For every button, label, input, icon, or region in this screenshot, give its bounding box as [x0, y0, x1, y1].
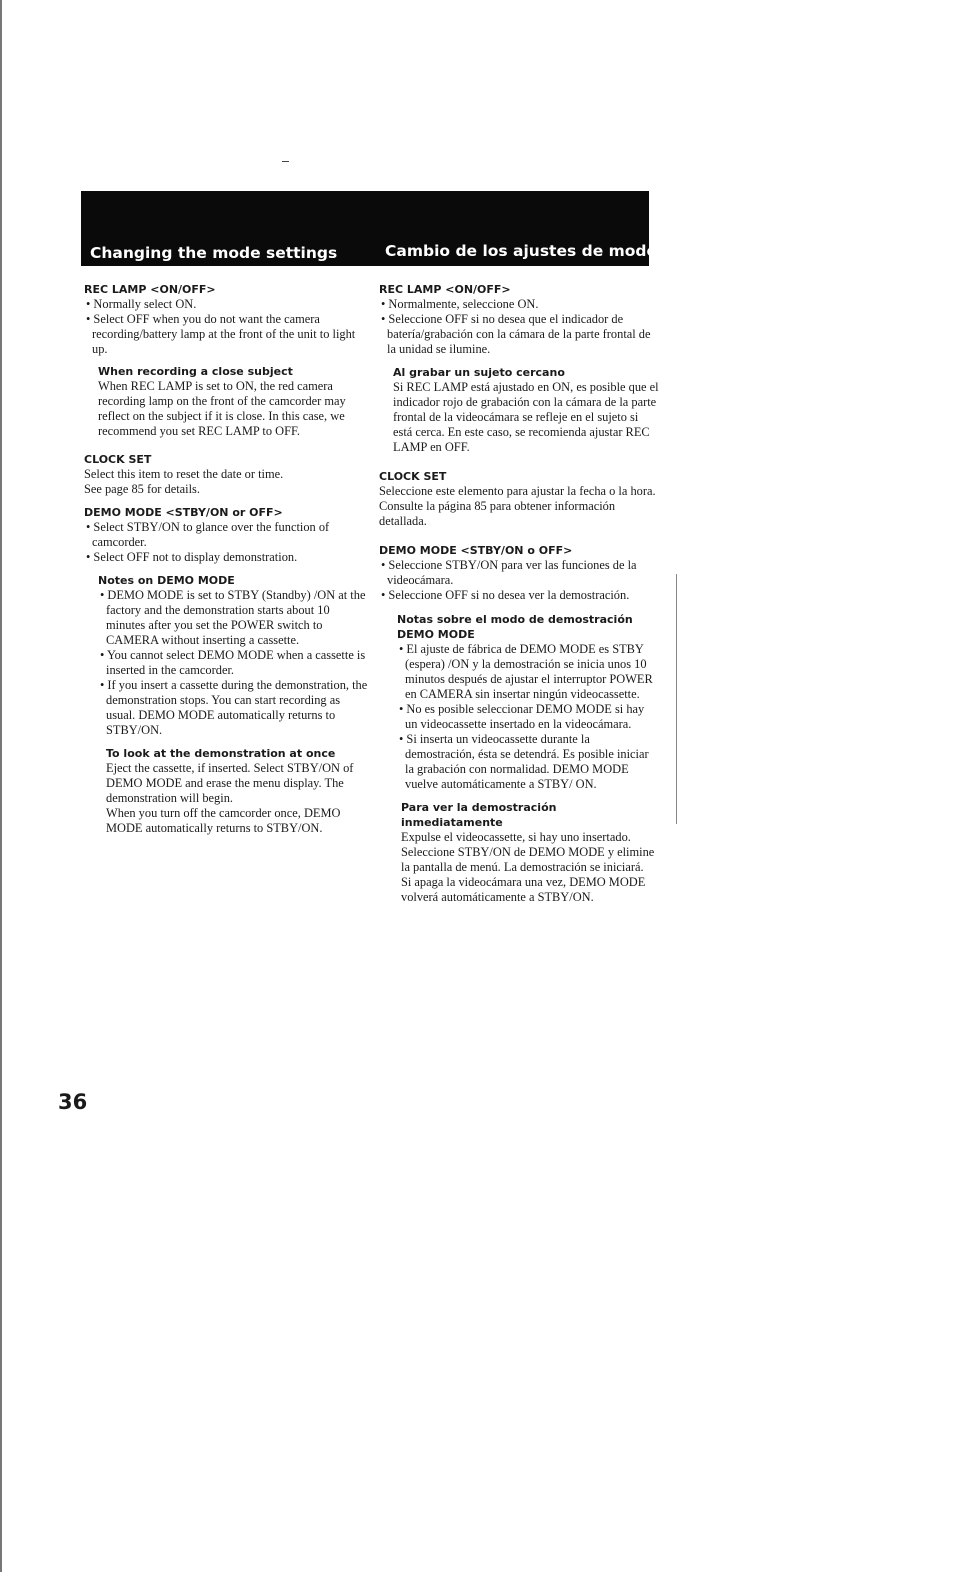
list-item: • Si inserta un videocassette durante la demostración, ésta se detendrá. Es posible iniciar la grabación con normalidad. DEMO MODE vuelve automáticamente a STBY/ ON. [399, 732, 649, 791]
demo-mode-heading: DEMO MODE <STBY/ON or OFF> [84, 506, 283, 519]
list-item: • No es posible seleccionar DEMO MODE si hay un videocassette insertado en la videocámara. [399, 702, 645, 731]
list-item: • Normalmente, seleccione ON. [381, 297, 539, 311]
english-column [84, 282, 369, 836]
notes-block [84, 573, 369, 738]
margin-rule [676, 574, 677, 824]
clock-set-heading: CLOCK SET [84, 453, 152, 466]
rec-lamp-heading: REC LAMP <ON/OFF> [84, 283, 216, 296]
page-edge-shadow [0, 0, 2, 1572]
clock-set-line: See page 85 for details. [84, 482, 200, 496]
demo-mode-heading: DEMO MODE <STBY/ON o OFF> [379, 544, 573, 557]
close-subject-block [379, 365, 659, 455]
notes-block [379, 612, 659, 792]
look-demo-block [84, 746, 369, 836]
list-item: • Seleccione OFF si no desea que el indicador de batería/grabación con la cámara de la parte frontal de la unidad se ilumine. [381, 312, 651, 356]
look-demo-line: Si apaga la videocámara una vez, DEMO MODE volverá automáticamente a STBY/ON. [401, 875, 646, 904]
look-demo-line: Eject the cassette, if inserted. Select STBY/ON of DEMO MODE and erase the menu display. The demonstration will begin. [106, 761, 354, 805]
look-demo-heading: To look at the demonstration at once [106, 747, 336, 760]
close-subject-block [84, 364, 369, 439]
close-subject-heading: Al grabar un sujeto cercano [393, 366, 565, 379]
close-subject-heading: When recording a close subject [98, 365, 293, 378]
notes-heading: Notas sobre el modo de demostración DEMO MODE [397, 613, 633, 641]
list-item: • Select OFF when you do not want the camera recording/battery lamp at the front of the unit to light up. [86, 312, 356, 356]
list-item: • Select STBY/ON to glance over the function of camcorder. [86, 520, 330, 549]
clock-set-heading: CLOCK SET [379, 470, 447, 483]
look-demo-block [379, 800, 659, 905]
look-demo-line: When you turn off the camcorder once, DEMO MODE automatically returns to STBY/ON. [106, 806, 341, 835]
list-item: • If you insert a cassette during the demonstration, the demonstration stops. You can start recording as usual. DEMO MODE automatically returns to STBY/ON. [100, 678, 368, 737]
list-item: • Normally select ON. [86, 297, 197, 311]
look-demo-line: Expulse el videocassette, si hay uno insertado. Seleccione STBY/ON de DEMO MODE y elimine la pantalla de menú. La demostración se iniciará. [401, 830, 655, 874]
clock-set-line: Consulte la página 85 para obtener información detallada. [379, 499, 616, 528]
list-item: • El ajuste de fábrica de DEMO MODE es STBY (espera) /ON y la demostración se inicia unos 10 minutos después de ajustar el interruptor POWER en CAMERA sin insertar ningún videocassette. [399, 642, 653, 701]
clock-set-line: Select this item to reset the date or time. [84, 467, 284, 481]
clock-set-line: Seleccione este elemento para ajustar la fecha o la hora. [379, 484, 656, 498]
rec-lamp-heading: REC LAMP <ON/OFF> [379, 283, 511, 296]
spanish-column [379, 282, 659, 905]
list-item: • Seleccione OFF si no desea ver la demostración. [381, 588, 630, 602]
section-title-en: Changing the mode settings [90, 244, 338, 262]
section-header-band [81, 191, 658, 266]
top-dash-mark [282, 161, 289, 162]
notes-heading: Notes on DEMO MODE [98, 574, 235, 587]
list-item: • Select OFF not to display demonstration. [86, 550, 298, 564]
list-item: • DEMO MODE is set to STBY (Standby) /ON at the factory and the demonstration starts about 10 minutes after you set the POWER switch to CAMERA without inserting a cassette. [100, 588, 366, 647]
close-subject-text: When REC LAMP is set to ON, the red camera recording lamp on the front of the camcorder may reflect on the subject if it is close. In this case, we recommend you set REC LAMP to OFF. [98, 379, 346, 438]
close-subject-text: Si REC LAMP está ajustado en ON, es posible que el indicador rojo de grabación con la cámara de la parte frontal de la videocámara se refleje en el sujeto si está cerca. En este caso, se recomienda ajustar REC LAMP en OFF. [393, 380, 659, 454]
look-demo-heading: Para ver la demostración inmediatamente [401, 801, 557, 829]
page-number: 36 [58, 1090, 88, 1114]
section-title-es: Cambio de los ajustes de modo [385, 242, 658, 260]
list-item: • You cannot select DEMO MODE when a cassette is inserted in the camcorder. [100, 648, 366, 677]
list-item: • Seleccione STBY/ON para ver las funciones de la videocámara. [381, 558, 637, 587]
